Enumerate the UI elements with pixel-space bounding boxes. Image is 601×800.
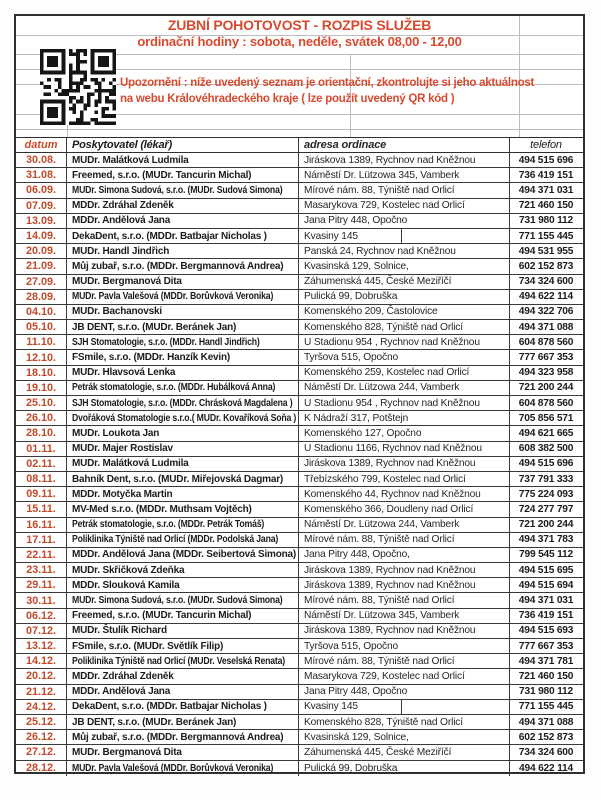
address-cell: Jana Pitry 448, Opočno <box>299 214 510 228</box>
provider-cell: Freemed, s.r.o. (MUDr. Tancurin Michal) <box>67 609 299 623</box>
schedule-sheet <box>14 14 585 774</box>
phone-cell: 736 419 151 <box>518 610 574 622</box>
table-row <box>16 442 583 457</box>
date-cell: 22.11. <box>16 548 67 562</box>
provider-cell: SJH Stomatologie, s.r.o. (MDDr. Chrásková Magdalena ) <box>67 396 299 410</box>
date-cell: 31.08. <box>16 168 67 182</box>
table-row <box>16 350 583 365</box>
header-provider: Poskytovatel (lékař) <box>67 138 299 152</box>
phone-cell: 494 371 031 <box>518 595 574 607</box>
table-row <box>16 168 583 183</box>
cell-divider <box>401 700 402 714</box>
phone-cell: 602 152 873 <box>518 260 574 272</box>
phone-cell: 494 515 696 <box>518 154 574 166</box>
provider-cell: Bahník Dent, s.r.o. (MUDr. Miřejovská Dagmar) <box>67 472 299 486</box>
phone-cell: 494 531 955 <box>518 245 574 257</box>
table-row <box>16 153 583 168</box>
table-row <box>16 183 583 198</box>
address-cell: Náměstí Dr. Lützowa 244, Vamberk <box>299 518 510 532</box>
date-cell: 09.11. <box>16 487 67 501</box>
provider-cell: MUDr. Simona Sudová, s.r.o. (MUDr. Sudová Simona) <box>67 183 299 197</box>
header-address: adresa ordinace <box>299 138 510 152</box>
date-cell: 23.11. <box>16 563 67 577</box>
table-row <box>16 533 583 548</box>
date-cell: 15.11. <box>16 502 67 516</box>
date-cell: 14.09. <box>16 229 67 243</box>
provider-cell: JB DENT, s.r.o. (MUDr. Beránek Jan) <box>67 320 299 334</box>
provider-cell: MUDr. Bergmanová Dita <box>67 275 299 289</box>
table-row <box>16 305 583 320</box>
table-row <box>16 669 583 684</box>
phone-cell: 494 322 706 <box>518 306 574 318</box>
date-cell: 26.10. <box>16 411 67 425</box>
phone-cell: 721 200 244 <box>518 382 574 394</box>
table-row <box>16 487 583 502</box>
date-cell: 20.09. <box>16 244 67 258</box>
phone-cell: 721 460 150 <box>518 670 574 682</box>
date-cell: 07.09. <box>16 199 67 213</box>
provider-cell: MUDr. Bergmanová Dita <box>67 745 299 759</box>
phone-cell: 494 622 114 <box>519 762 573 774</box>
address-cell: Panská 24, Rychnov nad Kněžnou <box>299 244 510 258</box>
provider-cell: DekaDent, s.r.o. (MDDr. Batbajar Nicholas ) <box>67 700 299 714</box>
warning-line-1: Upozornění : níže uvedený seznam je orientační, zkontrolujte si jeho aktuálnost <box>120 77 535 89</box>
phone-cell: 604 878 560 <box>518 397 574 409</box>
address-cell: Mírové nám. 88, Týniště nad Orlicí <box>299 183 510 197</box>
date-cell: 28.12. <box>16 761 67 776</box>
provider-cell: MUDr. Hlavsová Lenka <box>67 366 299 380</box>
date-cell: 27.12. <box>16 745 67 759</box>
address-cell: Náměstí Dr. Lützowa 345, Vamberk <box>299 609 510 623</box>
provider-cell: MV-Med s.r.o. (MDDr. Muthsam Vojtěch) <box>67 502 299 516</box>
address-cell: Záhumenská 445, České Meziříčí <box>299 745 510 759</box>
table-row <box>16 761 583 776</box>
provider-cell: MUDr. Handl Jindřich <box>67 244 299 258</box>
sheet-header <box>16 16 583 137</box>
date-cell: 08.11. <box>16 472 67 486</box>
provider-cell: FSmile, s.r.o. (MDDr. Hanzík Kevin) <box>67 350 299 364</box>
table-row <box>16 563 583 578</box>
table-row <box>16 275 583 290</box>
table-row <box>16 609 583 624</box>
phone-cell: 604 878 560 <box>518 336 574 348</box>
address-cell: Jiráskova 1389, Rychnov nad Kněžnou <box>299 457 510 471</box>
table-row <box>16 244 583 259</box>
address-cell: U Stadionu 954 , Rychnov nad Kněžnou <box>299 396 510 410</box>
provider-cell: MDDr. Andělová Jana (MDDr. Seibertová Simona) <box>67 548 299 562</box>
address-cell: Tyršova 515, Opočno <box>299 639 510 653</box>
header-datum: datum <box>16 138 67 152</box>
address-cell: Pulická 99, Dobruška <box>299 761 510 776</box>
date-cell: 30.08. <box>16 153 67 167</box>
table-row <box>16 624 583 639</box>
date-cell: 26.12. <box>16 730 67 744</box>
address-cell: Náměstí Dr. Lützowa 244, Vamberk <box>299 381 510 395</box>
address-cell: Komenského 44, Rychnov nad Kněžnou <box>299 487 510 501</box>
table-row <box>16 366 583 381</box>
provider-cell: Poliklinika Týniště nad Orlicí (MUDr. Veselská Renata) <box>67 654 299 668</box>
address-cell: Tyršova 515, Opočno <box>299 350 510 364</box>
date-cell: 27.09. <box>16 275 67 289</box>
address-cell: Jiráskova 1389, Rychnov nad Kněžnou <box>299 153 510 167</box>
provider-cell: MUDr. Štulík Richard <box>67 624 299 638</box>
provider-cell: MUDr. Majer Rostislav <box>67 442 299 456</box>
date-cell: 20.12. <box>16 669 67 683</box>
address-cell: Masarykova 729, Kostelec nad Orlicí <box>299 199 510 213</box>
provider-cell: MDDr. Zdráhal Zdeněk <box>67 669 299 683</box>
table-row <box>16 472 583 487</box>
table-row <box>16 381 583 396</box>
phone-cell: 721 460 150 <box>518 200 574 212</box>
address-cell: U Stadionu 1166, Rychnov nad Kněžnou <box>299 442 510 456</box>
address-cell: Pulická 99, Dobruška <box>299 290 510 304</box>
date-cell: 12.10. <box>16 350 67 364</box>
date-cell: 01.11. <box>16 442 67 456</box>
date-cell: 06.12. <box>16 609 67 623</box>
table-row <box>16 639 583 654</box>
qr-code-icon <box>40 49 116 125</box>
date-cell: 28.10. <box>16 426 67 440</box>
table-row <box>16 715 583 730</box>
provider-cell: MUDr. Simona Sudová, s.r.o. (MUDr. Sudová Simona) <box>67 593 299 607</box>
table-header-row <box>16 138 583 153</box>
table-row <box>16 411 583 426</box>
date-cell: 24.12. <box>16 700 67 714</box>
provider-cell: MUDr. Malátková Ludmila <box>67 153 299 167</box>
provider-cell: MUDr. Pavla Valešová (MDDr. Borůvková Veronika) <box>67 290 299 304</box>
office-hours: ordinační hodiny : sobota, neděle, svátek 08,00 - 12,00 <box>137 34 462 49</box>
table-row <box>16 548 583 563</box>
phone-cell: 777 667 353 <box>518 352 574 364</box>
provider-cell: Petrák stomatologie, s.r.o. (MDDr. Petrák Tomáš) <box>67 518 299 532</box>
address-cell: Třebízského 799, Kostelec nad Orlicí <box>299 472 510 486</box>
address-cell: Jana Pitry 448, Opočno, <box>299 548 510 562</box>
address-cell: Mírové nám. 88, Týniště nad Orlicí <box>299 533 510 547</box>
provider-cell: FSmile, s.r.o. (MUDr. Světlík Filip) <box>67 639 299 653</box>
header-gridline <box>16 129 583 130</box>
phone-cell: 734 324 600 <box>518 276 574 288</box>
provider-cell: Petrák stomatologie, s.r.o. (MDDr. Hubálková Anna) <box>67 381 299 395</box>
table-row <box>16 502 583 517</box>
address-cell: Masarykova 729, Kostelec nad Orlicí <box>299 669 510 683</box>
provider-cell: Freemed, s.r.o. (MUDr. Tancurin Michal) <box>67 168 299 182</box>
provider-cell: MDDr. Andělová Jana <box>67 214 299 228</box>
table-row <box>16 654 583 669</box>
phone-cell: 724 277 797 <box>518 503 574 515</box>
address-cell: Náměstí Dr. Lützowa 345, Vamberk <box>299 168 510 182</box>
date-cell: 16.11. <box>16 518 67 532</box>
date-cell: 19.10. <box>16 381 67 395</box>
address-cell: K Nádraží 317, Potštejn <box>299 411 510 425</box>
table-row <box>16 199 583 214</box>
provider-cell: MDDr. Slouková Kamila <box>67 578 299 592</box>
provider-cell: DekaDent, s.r.o. (MDDr. Batbajar Nicholas ) <box>67 229 299 243</box>
phone-cell: 494 371 781 <box>518 655 574 667</box>
warning-note <box>120 76 572 107</box>
date-cell: 11.10. <box>16 335 67 349</box>
address-cell: U Stadionu 954 , Rychnov nad Kněžnou <box>299 335 510 349</box>
table-row <box>16 745 583 760</box>
phone-cell: 799 545 112 <box>519 549 573 561</box>
phone-cell: 608 382 500 <box>518 443 574 455</box>
phone-cell: 771 155 445 <box>518 701 574 713</box>
warning-line-2: na webu Královéhradeckého kraje ( lze použít uvedený QR kód ) <box>120 92 455 105</box>
provider-cell: MDDr. Motyčka Martin <box>67 487 299 501</box>
phone-cell: 494 515 695 <box>518 564 574 576</box>
table-row <box>16 700 583 715</box>
address-cell: Komenského 259, Kostelec nad Orlicí <box>299 366 510 380</box>
phone-cell: 771 155 445 <box>518 230 574 242</box>
phone-cell: 494 515 696 <box>518 458 574 470</box>
phone-cell: 494 621 665 <box>518 427 574 439</box>
table-row <box>16 259 583 274</box>
address-cell: Jiráskova 1389, Rychnov nad Kněžnou <box>299 563 510 577</box>
table-row <box>16 335 583 350</box>
provider-cell: Dvořáková Stomatologie s.r.o.( MUDr. Kovaříková Soňa ) <box>67 411 299 425</box>
provider-cell: Poliklinika Týniště nad Orlicí (MDDr. Podolská Jana) <box>67 533 299 547</box>
address-cell: Záhumenská 445, České Meziříčí <box>299 275 510 289</box>
page-title: ZUBNÍ POHOTOVOST - ROZPIS SLUŽEB <box>167 17 432 33</box>
phone-cell: 721 200 244 <box>518 519 574 531</box>
phone-cell: 775 224 093 <box>518 488 574 500</box>
phone-cell: 494 515 693 <box>518 625 574 637</box>
date-cell: 21.09. <box>16 259 67 273</box>
address-cell: Kvasiny 145 <box>299 229 510 243</box>
provider-cell: MUDr. Bachanovski <box>67 305 299 319</box>
phone-cell: 705 856 571 <box>518 412 574 424</box>
phone-cell: 737 791 333 <box>518 473 574 485</box>
provider-cell: MUDr. Loukota Jan <box>67 426 299 440</box>
provider-cell: MDDr. Andělová Jana <box>67 685 299 699</box>
table-row <box>16 229 583 244</box>
phone-cell: 494 371 031 <box>518 184 574 196</box>
provider-cell: MUDr. Malátková Ludmila <box>67 457 299 471</box>
table-row <box>16 578 583 593</box>
address-cell: Mírové nám. 88, Týniště nad Orlicí <box>299 654 510 668</box>
provider-cell: MUDr. Pavla Valešová (MDDr. Borůvková Veronika) <box>67 761 299 776</box>
date-cell: 07.12. <box>16 624 67 638</box>
provider-cell: SJH Stomatologie, s.r.o. (MDDr. Handl Jindřich) <box>67 335 299 349</box>
date-cell: 06.09. <box>16 183 67 197</box>
date-cell: 13.12. <box>16 639 67 653</box>
address-cell: Kvasinská 129, Solnice, <box>299 730 510 744</box>
table-row <box>16 396 583 411</box>
phone-cell: 731 980 112 <box>519 686 573 698</box>
address-cell: Komenského 828, Týniště nad Orlicí <box>299 320 510 334</box>
phone-cell: 494 371 088 <box>518 321 574 333</box>
schedule-table-body <box>16 153 583 776</box>
phone-cell: 494 323 958 <box>518 367 574 379</box>
provider-cell: MUDr. Skřičková Zdeňka <box>67 563 299 577</box>
phone-cell: 602 152 873 <box>518 731 574 743</box>
address-cell: Komenského 209, Častolovice <box>299 305 510 319</box>
address-cell: Komenského 828, Týniště nad Orlicí <box>299 715 510 729</box>
table-row <box>16 426 583 441</box>
header-phone: telefon <box>530 139 562 151</box>
address-cell: Jana Pitry 448, Opočno <box>299 685 510 699</box>
phone-cell: 494 371 088 <box>518 716 574 728</box>
phone-cell: 494 371 783 <box>518 534 574 546</box>
date-cell: 25.12. <box>16 715 67 729</box>
provider-cell: JB DENT, s.r.o. (MUDr. Beránek Jan) <box>67 715 299 729</box>
phone-cell: 731 980 112 <box>519 215 573 227</box>
address-cell: Jiráskova 1389, Rychnov nad Kněžnou <box>299 578 510 592</box>
address-cell: Kvasiny 145 <box>299 700 510 714</box>
table-row <box>16 320 583 335</box>
table-row <box>16 214 583 229</box>
phone-cell: 494 515 694 <box>518 579 574 591</box>
table-row <box>16 290 583 305</box>
date-cell: 29.11. <box>16 578 67 592</box>
address-cell: Komenského 127, Opočno <box>299 426 510 440</box>
provider-cell: Můj zubař, s.r.o. (MDDr. Bergmannová Andrea) <box>67 259 299 273</box>
provider-cell: MDDr. Zdráhal Zdeněk <box>67 199 299 213</box>
date-cell: 21.12. <box>16 685 67 699</box>
provider-cell: Můj zubař, s.r.o. (MDDr. Bergmannová Andrea) <box>67 730 299 744</box>
date-cell: 30.11. <box>16 593 67 607</box>
phone-cell: 734 324 600 <box>518 746 574 758</box>
address-cell: Jiráskova 1389, Rychnov nad Kněžnou <box>299 624 510 638</box>
cell-divider <box>401 229 402 243</box>
table-row <box>16 457 583 472</box>
date-cell: 25.10. <box>16 396 67 410</box>
address-cell: Mírové nám. 88, Týniště nad Orlicí <box>299 593 510 607</box>
phone-cell: 494 622 114 <box>519 291 573 303</box>
table-row <box>16 593 583 608</box>
address-cell: Komenského 366, Doudleny nad Orlicí <box>299 502 510 516</box>
phone-cell: 736 419 151 <box>518 169 574 181</box>
table-row <box>16 685 583 700</box>
date-cell: 04.10. <box>16 305 67 319</box>
address-cell: Kvasinská 129, Solnice, <box>299 259 510 273</box>
date-cell: 05.10. <box>16 320 67 334</box>
date-cell: 18.10. <box>16 366 67 380</box>
schedule-table <box>16 137 583 776</box>
date-cell: 02.11. <box>16 457 67 471</box>
date-cell: 13.09. <box>16 214 67 228</box>
date-cell: 17.11. <box>16 533 67 547</box>
table-row <box>16 518 583 533</box>
date-cell: 14.12. <box>16 654 67 668</box>
date-cell: 28.09. <box>16 290 67 304</box>
table-row <box>16 730 583 745</box>
phone-cell: 777 667 353 <box>518 640 574 652</box>
